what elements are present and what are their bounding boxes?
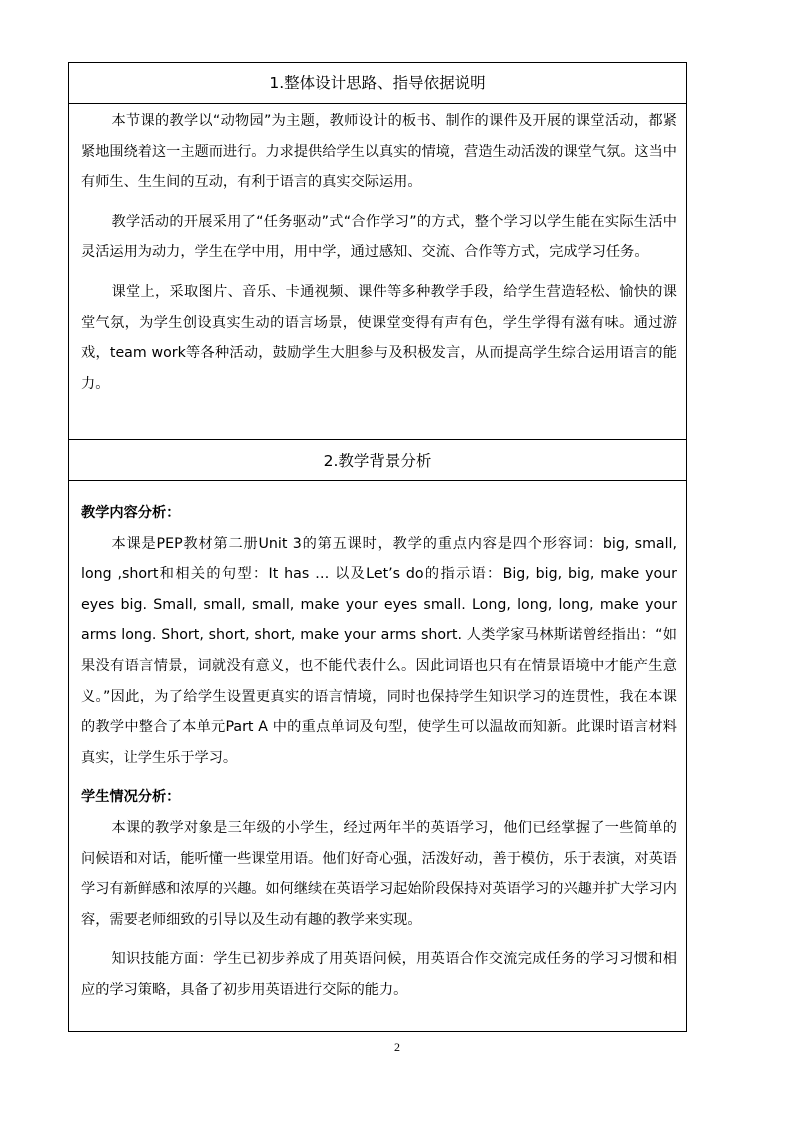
content-analysis-paragraph: 本课是PEP教材第二册Unit 3的第五课时，教学的重点内容是四个形容词：big, small, long ,short和相关的句型：It has … 以及Let’s do的指示语：Big, big, big, make your eyes big. Small, small, small, make your eyes small. Long, long, long, make your arms long. Short, short, short, make your arms short. 人类学家马林斯诺曾经指出：“如果没有语言情景，词就没有意义，也不能代表什么。因此词语也只有在情景语境中才能产生意义。”因此，为了给学生设置更真实的语言情境，同时也保持学生知识学习的连贯性，我在本课的教学中整合了本单元Part A 中的重点单词及句型，使学生可以温故而知新。此课时语言材料真实，让学生乐于学习。 (81, 535, 677, 766)
student-analysis-paragraph-2: 知识技能方面：学生已初步养成了用英语问候，用英语合作交流完成任务的学习习惯和相应的学习策略，具备了初步用英语进行交际的能力。 (81, 951, 677, 998)
document-table (68, 62, 687, 1032)
section2-title: 2.教学背景分析 (69, 439, 686, 481)
section1-body (69, 106, 686, 399)
student-analysis-heading: 学生情况分析： (81, 789, 181, 806)
section1-paragraph-3: 课堂上，采取图片、音乐、卡通视频、课件等多种教学手段，给学生营造轻松、愉快的课堂气氛，为学生创设真实生动的语言场景，使课堂变得有声有色，学生学得有滋有味。通过游戏，team work等各种活动，鼓励学生大胆参与及积极发言，从而提高学生综合运用语言的能力。 (81, 283, 677, 392)
page-number: 2 (394, 1040, 400, 1054)
student-analysis-paragraph-1: 本课的教学对象是三年级的小学生，经过两年半的英语学习，他们已经掌握了一些简单的问候语和对话，能听懂一些课堂用语。他们好奇心强，活泼好动，善于模仿，乐于表演，对英语学习有新鲜感和浓厚的兴趣。如何继续在英语学习起始阶段保持对英语学习的兴趣并扩大学习内容，需要老师细致的引导以及生动有趣的教学来实现。 (81, 819, 677, 928)
section1-title: 1.整体设计思路、指导依据说明 (69, 63, 686, 104)
content-analysis-heading: 教学内容分析： (81, 505, 181, 521)
section2-body (69, 498, 686, 1006)
section1-paragraph-2: 教学活动的开展采用了“任务驱动”式“合作学习”的方式，整个学习以学生能在实际生活中灵活运用为动力，学生在学中用，用中学，通过感知、交流、合作等方式，完成学习任务。 (81, 213, 677, 261)
section1-paragraph-1: 本节课的教学以“动物园”为主题，教师设计的板书、制作的课件及开展的课堂活动，都紧紧地围绕着这一主题而进行。力求提供给学生以真实的情境，营造生动活泼的课堂气氛。这当中有师生、生生间的互动，有利于语言的真实交际运用。 (81, 113, 677, 191)
